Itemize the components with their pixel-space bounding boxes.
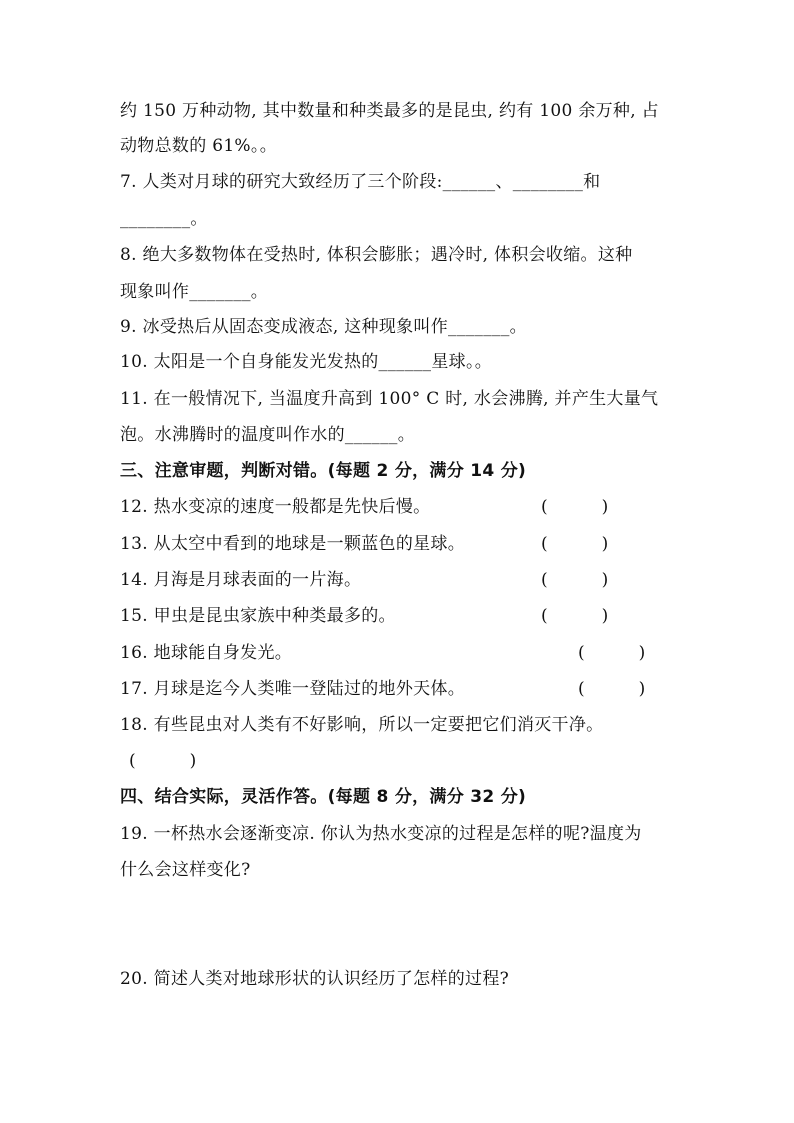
- section-4-heading: 四、结合实际，灵活作答。(每题 8 分，满分 32 分): [120, 787, 527, 807]
- answer-blank-17[interactable]: ( ): [578, 679, 646, 699]
- question-10: 10. 太阳是一个自身能发光发热的______星球。。: [120, 352, 493, 372]
- answer-blank-13[interactable]: ( ): [541, 534, 609, 554]
- question-11-line-1: 11. 在一般情况下, 当温度升高到 100° C 时, 水会沸腾, 并产生大量气: [120, 389, 659, 409]
- question-13: 13. 从太空中看到的地球是一颗蓝色的星球。: [120, 534, 466, 554]
- answer-blank-14[interactable]: ( ): [541, 570, 609, 590]
- question-7-line-2: ________。: [120, 209, 208, 229]
- question-7-line-1: 7. 人类对月球的研究大致经历了三个阶段:______、________和: [120, 172, 601, 192]
- answer-blank-16[interactable]: ( ): [578, 643, 646, 663]
- question-9: 9. 冰受热后从固态变成液态, 这种现象叫作_______。: [120, 317, 527, 337]
- question-14: 14. 月海是月球表面的一片海。: [120, 570, 362, 590]
- answer-blank-15[interactable]: ( ): [541, 606, 609, 626]
- answer-blank-12[interactable]: ( ): [541, 497, 609, 517]
- question-20: 20. 简述人类对地球形状的认识经历了怎样的过程?: [120, 969, 510, 989]
- question-8-line-1: 8. 绝大多数物体在受热时, 体积会膨胀；遇冷时, 体积会收缩。这种: [120, 245, 633, 265]
- question-12: 12. 热水变凉的速度一般都是先快后慢。: [120, 497, 431, 517]
- question-17: 17. 月球是迄今人类唯一登陆过的地外天体。: [120, 679, 466, 699]
- question-15: 15. 甲虫是昆虫家族中种类最多的。: [120, 606, 396, 626]
- question-19-line-1: 19. 一杯热水会逐渐变凉. 你认为热水变凉的过程是怎样的呢?温度为: [120, 824, 642, 844]
- question-16: 16. 地球能自身发光。: [120, 643, 293, 663]
- section-3-heading: 三、注意审题，判断对错。(每题 2 分，满分 14 分): [120, 461, 527, 481]
- question-19-line-2: 什么会这样变化?: [120, 860, 251, 880]
- question-18: 18. 有些昆虫对人类有不好影响，所以一定要把它们消灭干净。: [120, 715, 604, 735]
- answer-blank-18[interactable]: ( ): [129, 751, 197, 771]
- question-6-continuation-line-1: 约 150 万种动物, 其中数量和种类最多的是昆虫, 约有 100 余万种, 占: [120, 101, 659, 121]
- question-8-line-2: 现象叫作_______。: [120, 282, 269, 302]
- question-11-line-2: 泡。水沸腾时的温度叫作水的______。: [120, 425, 415, 445]
- question-6-continuation-line-2: 动物总数的 61%。。: [120, 136, 277, 156]
